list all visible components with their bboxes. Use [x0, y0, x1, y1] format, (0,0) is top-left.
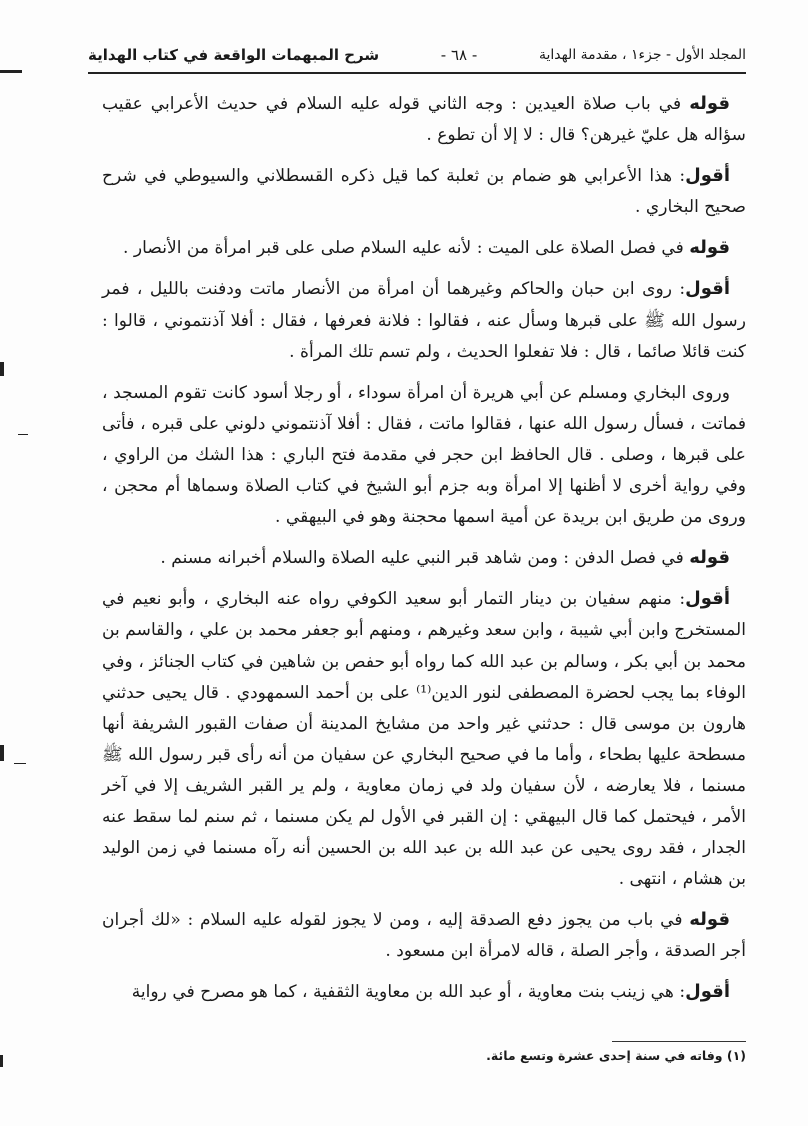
- volume-info: المجلد الأول - جزء١ ، مقدمة الهداية: [538, 47, 746, 63]
- scan-mark: [0, 745, 4, 761]
- paragraph: [102, 88, 746, 151]
- paragraph: [102, 232, 746, 264]
- paragraph: [102, 976, 746, 1008]
- paragraph-text: في فصل الصلاة على الميت : لأنه عليه السلام صلى على قبر امرأة من الأنصار .: [123, 238, 690, 259]
- scan-mark: [0, 70, 22, 73]
- paragraph-keyword: قوله: [689, 93, 730, 114]
- paragraph: [102, 583, 746, 895]
- paragraph: [102, 542, 746, 574]
- running-header: [88, 38, 746, 74]
- footnote: (١) وفاته في سنة إحدى عشرة وتسع مائة.: [486, 1048, 746, 1063]
- paragraph: [102, 377, 746, 533]
- book-title: شرح المبهمات الواقعة في كتاب الهداية: [88, 46, 380, 64]
- paragraph-keyword: قوله: [689, 547, 730, 569]
- paragraph-text: : هي زينب بنت معاوية ، أو عبد الله بن معاوية الثقفية ، كما هو مصرح في رواية: [131, 982, 686, 1003]
- paragraph-text: في باب من يجوز دفع الصدقة إليه ، ومن لا يجوز لقوله عليه السلام : «لك أجران أجر الصدقة ، وأجر الصلة ، قاله لامرأة ابن مسعود .: [102, 910, 746, 962]
- scan-mark: [18, 434, 28, 435]
- paragraph: [102, 160, 746, 223]
- page-body: [102, 88, 746, 1018]
- footnote-separator: [612, 1041, 746, 1042]
- paragraph-text: وروى البخاري ومسلم عن أبي هريرة أن امرأة سوداء ، أو رجلا أسود كانت تقوم المسجد ، فماتت ، فسأل رسول الله عنها ، فقالوا ماتت ، فقال : أفلا آذنتموني دلوني على قبره ، فأتى على قبرها ، وصلى . قال الحافظ ابن حجر في مقدمة فتح الباري : هذا الشك من الراوي ، وفي رواية أخرى لا أظنها إلا امرأة وبه جزم أبو الشيخ في كتاب الصلاة وسماها أم محجن ، وروى من طريق ابن بريدة عن أمية اسمها محجنة وهو في البيهقي .: [102, 382, 746, 528]
- paragraph-keyword: أقول: [685, 981, 730, 1003]
- paragraph-text: في فصل الدفن : ومن شاهد قبر النبي عليه الصلاة والسلام أخبرانه مسنم .: [160, 548, 690, 569]
- page-number: - ٦٨ -: [440, 46, 478, 64]
- scan-mark: [14, 763, 26, 764]
- paragraph: [102, 273, 746, 367]
- paragraph-keyword: قوله: [689, 237, 730, 259]
- paragraph-keyword: أقول: [685, 165, 730, 187]
- paragraph-keyword: قوله: [689, 909, 730, 931]
- paragraph-text: : منهم سفيان بن دينار التمار أبو سعيد الكوفي رواه عنه البخاري ، وأبو نعيم في المستخرج وابن أبي شيبة ، وابن سعد وغيرهم ، ومنهم أبو جعفر محمد بن علي ، والقاسم بن محمد بن أبي بكر ، وسالم بن عبد الله كما رواه أبو حفص بن شاهين في كتاب الجنائز ، وفي الوفاء بما يجب لحضرة المصطفى لنور الدين⁽¹⁾ على بن أحمد السمهودي . قال يحيى حدثني هارون بن موسى قال : حدثني غير واحد من مشايخ المدينة أن صفات القبور الشريفة أنها مسطحة عليها بطحاء ، وأما ما في صحيح البخاري عن سفيان من أنه رأى قبر رسول الله ﷺ مسنما ، فلا يعارضه ، لأن سفيان ولد في زمان معاوية ، ولم ير القبر الشريف إلا في آخر الأمر ، فيحتمل كما قال البيهقي : إن القبر في الأول لم يكن مسنما ، ثم سنم لما سقط عنه الجدار ، فقد روى يحيى عن عبد الله بن عبد الله بن الحسين أنه رآه مسنما في زمن الوليد بن هشام ، انتهى .: [102, 589, 746, 890]
- paragraph: [102, 904, 746, 967]
- paragraph-text: في باب صلاة العيدين : وجه الثاني قوله عليه السلام في حديث الأعرابي عقيب سؤاله هل عليّ غيرهن؟ قال : لا إلا أن تطوع .: [102, 94, 746, 146]
- paragraph-keyword: أقول: [685, 278, 730, 300]
- paragraph-text: : هذا الأعرابي هو ضمام بن ثعلبة كما قيل ذكره القسطلاني والسيوطي في شرح صحيح البخاري .: [102, 166, 746, 218]
- scan-mark: [0, 1055, 3, 1067]
- paragraph-text: : روى ابن حبان والحاكم وغيرهما أن امرأة من الأنصار ماتت ودفنت بالليل ، فمر رسول الله ﷺ على قبرها وسأل عنه ، فقالوا : فلانة فعرفها ، فقال : أفلا آذنتموني ، قالوا : كنت قائلا صائما ، قال : فلا تفعلوا الحديث ، ولم تسم تلك المرأة .: [102, 279, 746, 362]
- scan-mark: [0, 362, 4, 376]
- paragraph-keyword: أقول: [685, 588, 730, 610]
